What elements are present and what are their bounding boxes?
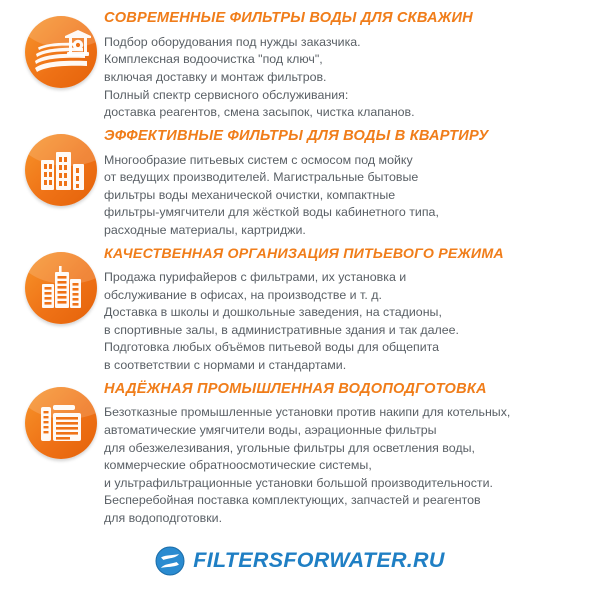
industrial-filter-icon: [25, 387, 97, 459]
text-container-apartment: [104, 128, 592, 240]
swirl-wave-logo-icon: [155, 546, 185, 576]
section-heading-industrial: НАДЁЖНАЯ ПРОМЫШЛЕННАЯ ВОДОПОДГОТОВКА: [104, 380, 487, 397]
body-line: коммерческие обратноосмотические системы,: [104, 458, 372, 473]
icon-container-industrial: [18, 381, 104, 459]
section-body-industrial: [104, 404, 586, 527]
section-body-drinking-regime: [104, 269, 586, 375]
body-line: автоматические умягчители воды, аэрационные фильтры: [104, 423, 437, 438]
section-wells: [0, 10, 600, 122]
body-line: для водоподготовки.: [104, 511, 223, 526]
section-heading-wells: СОВРЕМЕННЫЕ ФИЛЬТРЫ ВОДЫ ДЛЯ СКВАЖИН: [104, 10, 473, 26]
section-body-apartment: [104, 152, 586, 240]
water-well-field-icon: [25, 16, 97, 88]
body-line: в соответствии с нормами и стандартами.: [104, 358, 347, 373]
body-line: от ведущих производителей. Магистральные бытовые: [104, 170, 419, 185]
body-line: Безотказные промышленные установки против накипи для котельных,: [104, 405, 511, 420]
body-line: и ультрафильтрационные установки большой производительности.: [104, 475, 493, 490]
body-line: Доставка в школы и дошкольные заведения, на стадионы,: [104, 305, 442, 320]
body-line: расходные материалы, картриджи.: [104, 223, 306, 238]
body-line: Подготовка любых объёмов питьевой воды для общепита: [104, 340, 440, 355]
body-line: фильтры воды механической очистки, компактные: [104, 187, 396, 202]
section-apartment: [0, 128, 600, 240]
section-drinking-regime: [0, 246, 600, 375]
body-line: включая доставку и монтаж фильтров.: [104, 70, 327, 84]
text-container-drinking-regime: [104, 246, 592, 375]
icon-container-drinking-regime: [18, 246, 104, 324]
site-logo-text: FILTERSFORWATER.RU: [193, 548, 445, 573]
body-line: Бесперебойная поставка комплектующих, запчастей и реагентов: [104, 493, 481, 508]
body-line: Комплексная водоочистка "под ключ",: [104, 52, 323, 67]
section-heading-drinking-regime: КАЧЕСТВЕННАЯ ОРГАНИЗАЦИЯ ПИТЬЕВОГО РЕЖИМА: [104, 245, 504, 262]
text-container-industrial: [104, 381, 592, 528]
office-towers-icon: [25, 252, 97, 324]
icon-container-wells: [18, 10, 104, 88]
body-line: Продажа пурифайеров с фильтрами, их установка и: [104, 269, 407, 284]
section-industrial: [0, 381, 600, 528]
section-body-wells: [104, 34, 586, 122]
body-line: доставка реагентов, смена засыпок, чистка клапанов.: [104, 105, 415, 120]
icon-container-apartment: [18, 128, 104, 206]
body-line: Многообразие питьевых систем с осмосом под мойку: [104, 152, 413, 167]
body-line: фильтры-умягчители для жёсткой воды кабинетного типа,: [104, 205, 439, 220]
text-container-wells: [104, 10, 592, 122]
apartment-building-icon: [25, 134, 97, 206]
body-line: обслуживание в офисах, на производстве и т. д.: [104, 287, 382, 302]
body-line: для обезжелезивания, угольные фильтры для осветления воды,: [104, 440, 475, 455]
section-heading-apartment: ЭФФЕКТИВНЫЕ ФИЛЬТРЫ ДЛЯ ВОДЫ В КВАРТИРУ: [104, 127, 489, 144]
body-line: Подбор оборудования под нужды заказчика.: [104, 34, 361, 49]
body-line: в спортивные залы, в административные здания и так далее.: [104, 322, 459, 337]
body-line: Полный спектр сервисного обслуживания:: [104, 87, 349, 102]
site-logo[interactable]: [0, 546, 600, 576]
